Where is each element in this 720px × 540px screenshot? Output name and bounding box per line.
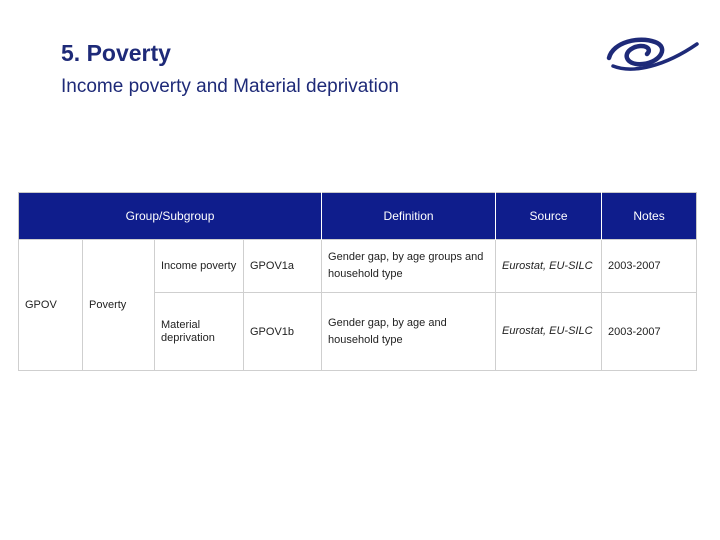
table-header-row (19, 193, 697, 240)
source-cell: Eurostat, EU-SILC (496, 293, 602, 371)
swirl-logo-icon (603, 32, 699, 76)
table-row (19, 240, 697, 293)
subgroup-cell: Poverty (83, 240, 155, 371)
header-source: Source (496, 193, 602, 240)
definition-cell: Gender gap, by age groups and household type (322, 240, 496, 293)
source-cell: Eurostat, EU-SILC (496, 240, 602, 293)
notes-cell: 2003-2007 (602, 293, 697, 371)
indicator-table (18, 192, 697, 371)
code-cell: GPOV1a (244, 240, 322, 293)
header-definition: Definition (322, 193, 496, 240)
group-cell: GPOV (19, 240, 83, 371)
slide-subtitle: Income poverty and Material deprivation (61, 76, 399, 97)
code-cell: GPOV1b (244, 293, 322, 371)
indicator-cell: Income poverty (155, 240, 244, 293)
notes-cell: 2003-2007 (602, 240, 697, 293)
header-notes: Notes (602, 193, 697, 240)
slide-title: 5. Poverty (61, 40, 171, 66)
indicator-cell: Material deprivation (155, 293, 244, 371)
definition-cell: Gender gap, by age and household type (322, 293, 496, 371)
header-group-subgroup: Group/Subgroup (19, 193, 322, 240)
